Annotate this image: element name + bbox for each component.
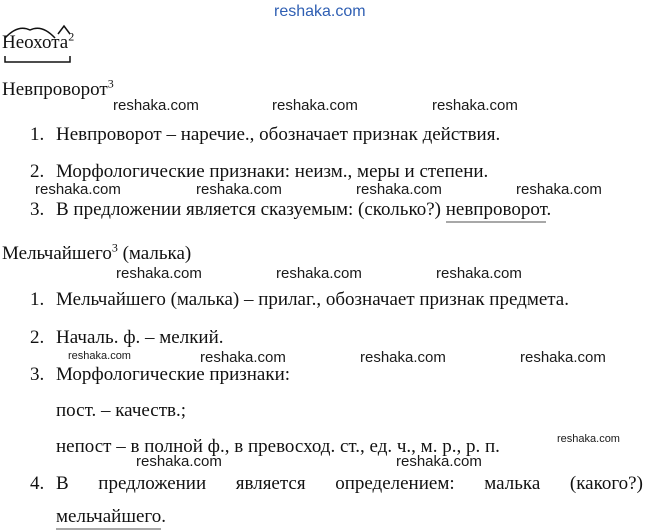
watermark: reshaka.com [432,97,518,114]
list-item [30,289,569,311]
watermark: reshaka.com [276,265,362,282]
list-item-word: (какого?) [569,473,643,494]
list-item-text: Невпроворот – наречие., обозначает признак действия. [56,124,501,145]
suffix-mark [58,26,70,34]
word-nevprovorot-sup: 3 [107,76,114,91]
watermark: reshaka.com [360,349,446,366]
list-item [30,327,224,349]
list-item-continuation [56,506,166,528]
list-item-word: В [56,473,69,494]
word-melchaishego-text: Мельчайшего [2,243,112,264]
morpheme-marks [0,16,80,66]
list-item-end: . [161,506,166,527]
list-item-number: 2. [30,161,45,182]
list-item-number: 4. [30,473,45,494]
watermark: reshaka.com [200,349,286,366]
word-melchaishego [2,240,192,265]
watermark: reshaka.com [116,265,202,282]
watermark: reshaka.com [520,349,606,366]
sub-line: непост – в полной ф., в превосход. ст., ед. ч., м. р., р. п. [56,436,500,457]
watermark: reshaka.com [396,453,482,470]
list-item-word: малька [484,473,541,494]
word-melchaishego-suffix: (малька) [122,243,192,264]
list-item [30,161,488,183]
list-item-number: 3. [30,199,45,220]
watermark: reshaka.com [274,3,366,20]
watermark: reshaka.com [113,97,199,114]
list-item [30,364,290,386]
word-nevprovorot [2,76,114,101]
list-item-number: 3. [30,364,45,385]
word-nevprovorot-text: Невпроворот [2,79,108,100]
watermark: reshaka.com [436,265,522,282]
list-item-number: 2. [30,327,45,348]
list-item-number: 1. [30,124,45,145]
root-arc-mark [5,28,55,38]
justified-line [56,473,643,495]
sub-line: пост. – качеств.; [56,400,187,421]
list-item-text: Началь. ф. – мелкий. [56,327,224,348]
watermark: reshaka.com [136,453,222,470]
list-item [30,473,643,495]
list-item-word: является [235,473,306,494]
word-neokhota-text: Неохота [2,32,69,53]
watermark: reshaka.com [557,433,620,445]
word-neokhota-sup: 2 [68,29,75,44]
list-item-text: Мельчайшего (малька) – прилаг., обозначает признак предмета. [56,289,569,310]
watermark: reshaka.com [356,181,442,198]
list-item [30,124,500,146]
list-item-text: Морфологические признаки: [56,364,291,385]
watermark: reshaka.com [516,181,602,198]
watermark: reshaka.com [196,181,282,198]
stem-mark [5,56,70,62]
underlined-word: мельчайшего [56,506,161,530]
underlined-word: невпроворот [446,199,547,223]
list-item-word: определением: [335,473,455,494]
word-melchaishego-sup: 3 [111,240,118,255]
list-item-text: В предложении является сказуемым: (сколько?) [56,199,441,220]
watermark: reshaka.com [68,350,131,362]
watermark: reshaka.com [272,97,358,114]
list-item-end: . [546,199,552,220]
list-item-number: 1. [30,289,45,310]
list-item [30,199,551,221]
list-item-text: Морфологические признаки: неизм., меры и степени. [56,161,489,182]
list-item-word: предложении [98,473,207,494]
watermark: reshaka.com [35,181,121,198]
